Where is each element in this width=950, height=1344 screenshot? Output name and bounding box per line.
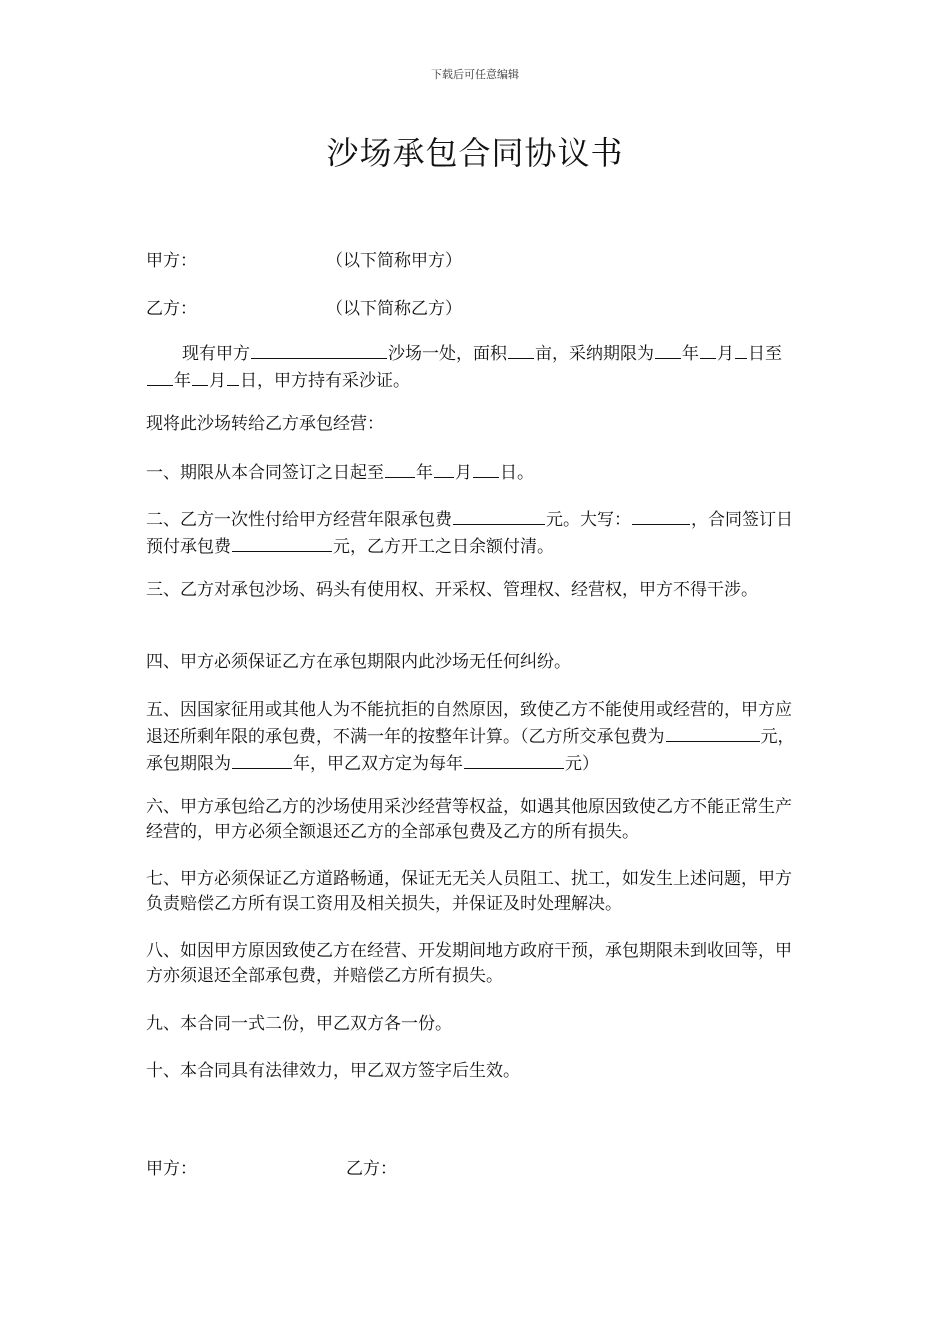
signature-party-a: 甲方： bbox=[146, 1159, 197, 1179]
clause-6: 六、甲方承包给乙方的沙场使用采沙经营等权益，如遇其他原因致使乙方不能正常生产经营的，甲方必须全额退还乙方的全部承包费及乙方的所有损失。 bbox=[146, 797, 792, 842]
clause-3: 三、乙方对承包沙场、码头有使用权、开采权、管理权、经营权，甲方不得干涉。 bbox=[146, 580, 758, 600]
party-b-note: （以下简称乙方） bbox=[326, 299, 462, 319]
blank-field bbox=[508, 340, 534, 359]
blank-field bbox=[632, 506, 690, 525]
blank-field bbox=[453, 506, 545, 525]
intro-paragraph bbox=[146, 340, 808, 394]
intro-text: 沙场一处，面积 bbox=[388, 344, 507, 364]
blank-field bbox=[473, 459, 499, 478]
clause-9: 九、本合同一式二份，甲乙双方各一份。 bbox=[146, 1014, 452, 1034]
blank-field bbox=[464, 750, 564, 769]
intro-text: 年 bbox=[174, 371, 191, 391]
clause-text: 月 bbox=[455, 463, 472, 483]
blank-field bbox=[385, 459, 415, 478]
blank-field bbox=[232, 533, 332, 552]
party-b-line bbox=[146, 294, 462, 319]
party-a-line bbox=[146, 246, 462, 271]
clause-text: 五、因国家征用或其他人为不能抗拒的自然原因，致使乙方不能使用或经营的，甲方应退还所剩年限的承包费，不满一年的按整年计算。（乙方所交承包费为 bbox=[146, 700, 792, 747]
intro-text: 月 bbox=[209, 371, 226, 391]
clause-4: 四、甲方必须保证乙方在承包期限内此沙场无任何纠纷。 bbox=[146, 652, 571, 672]
clause-text: 一、期限从本合同签订之日起至 bbox=[146, 463, 384, 483]
clause-text: 元，承包期限为 bbox=[146, 727, 795, 774]
clause-7: 七、甲方必须保证乙方道路畅通，保证无无关人员阻工、扰工，如发生上述问题，甲方负责赔偿乙方所有误工资用及相关损失，并保证及时处理解决。 bbox=[146, 869, 792, 914]
clause-text: ，合同签订日预付承包费 bbox=[146, 510, 793, 557]
intro-text: 年 bbox=[682, 344, 699, 364]
clause-text: 年，甲乙双方定为每年 bbox=[293, 754, 463, 774]
blank-field bbox=[666, 723, 760, 742]
clause-1 bbox=[146, 459, 808, 486]
clause-text: 日。 bbox=[500, 463, 534, 483]
clause-text: 元） bbox=[565, 754, 599, 774]
intro-text: 日，甲方持有采沙证。 bbox=[240, 371, 410, 391]
clause-10: 十、本合同具有法律效力，甲乙双方签字后生效。 bbox=[146, 1061, 520, 1081]
clause-8: 八、如因甲方原因致使乙方在经营、开发期间地方政府干预，承包期限未到收回等，甲方亦须退还全部承包费，并赔偿乙方所有损失。 bbox=[146, 941, 792, 986]
clause-text: 元。大写： bbox=[546, 510, 631, 530]
blank-field bbox=[655, 340, 681, 359]
intro-text: 月 bbox=[717, 344, 734, 364]
blank-field bbox=[251, 340, 387, 359]
blank-field bbox=[192, 367, 208, 386]
blank-field bbox=[700, 340, 716, 359]
party-b-label: 乙方： bbox=[146, 299, 197, 319]
intro-text: 亩，采纳期限为 bbox=[535, 344, 654, 364]
document-title: 沙场承包合同协议书 bbox=[326, 134, 624, 172]
clause-text: 元，乙方开工之日余额付清。 bbox=[333, 537, 554, 557]
signature-party-b: 乙方： bbox=[346, 1159, 397, 1179]
blank-field bbox=[232, 750, 292, 769]
clause-text: 年 bbox=[416, 463, 433, 483]
intro-text: 日至 bbox=[748, 344, 782, 364]
party-a-note: （以下简称甲方） bbox=[326, 251, 462, 271]
blank-field bbox=[434, 459, 454, 478]
clause-5 bbox=[146, 698, 808, 777]
blank-field bbox=[227, 367, 239, 386]
intro-text: 现有甲方 bbox=[182, 344, 250, 364]
blank-field bbox=[735, 340, 747, 359]
transfer-statement: 现将此沙场转给乙方承包经营： bbox=[146, 414, 384, 434]
clause-2 bbox=[146, 506, 808, 560]
blank-field bbox=[147, 367, 173, 386]
party-a-label: 甲方： bbox=[146, 251, 197, 271]
clause-text: 二、乙方一次性付给甲方经营年限承包费 bbox=[146, 510, 452, 530]
header-note: 下载后可任意编辑 bbox=[431, 68, 519, 81]
